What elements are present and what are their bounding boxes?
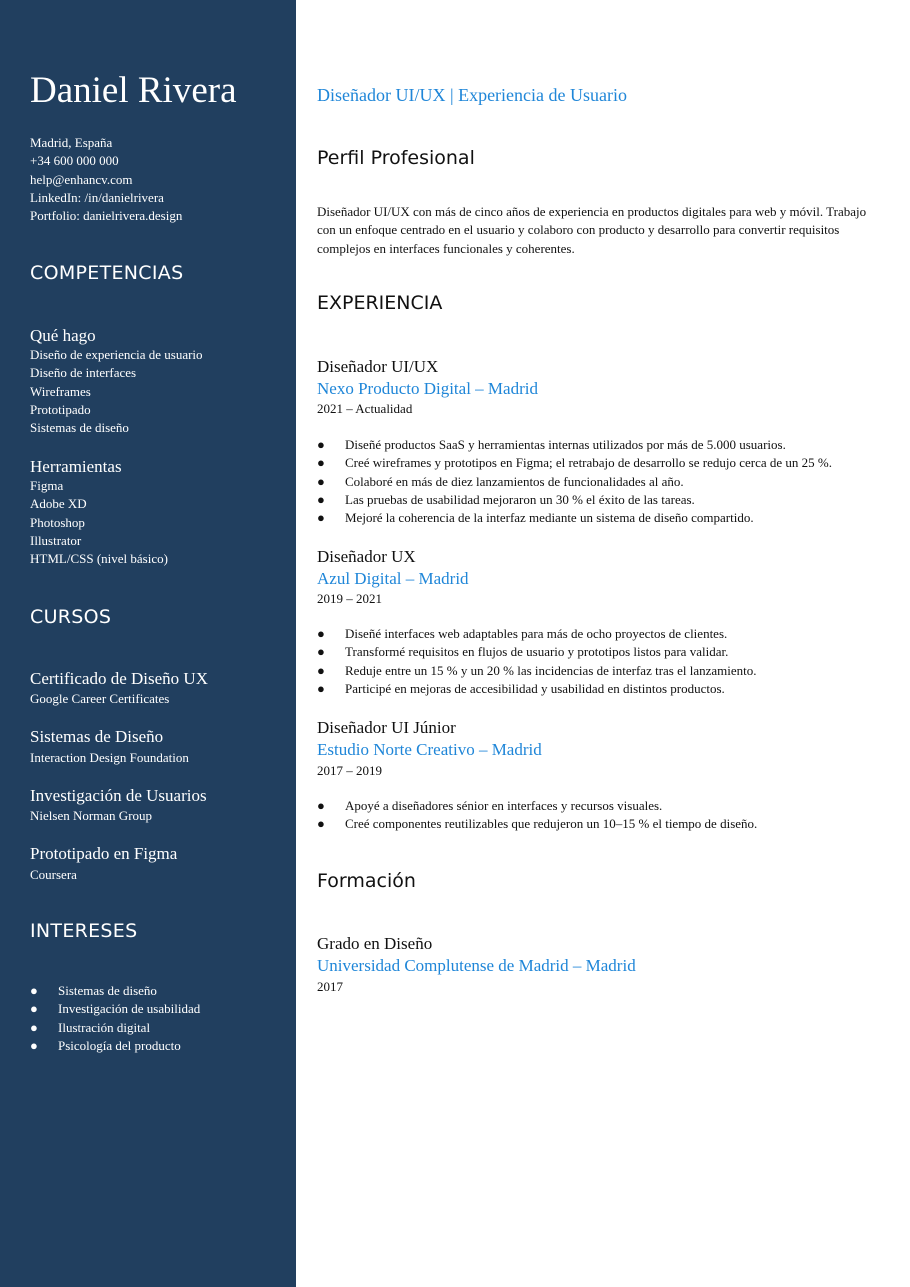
bullet-icon: ● bbox=[317, 473, 325, 489]
list-item: ● Transformé requisitos en flujos de usuario y prototipos listos para validar. bbox=[317, 643, 757, 661]
list-item: Wireframes bbox=[30, 383, 91, 399]
list-item: Photoshop bbox=[30, 514, 85, 530]
course-provider: Coursera bbox=[30, 867, 77, 882]
list-item: Adobe XD bbox=[30, 496, 87, 512]
que-hago-list bbox=[30, 346, 203, 437]
job-bullets bbox=[317, 625, 757, 698]
list-item: ● Diseñé interfaces web adaptables para más de ocho proyectos de clientes. bbox=[317, 625, 757, 643]
intereses-heading: INTERESES bbox=[30, 920, 138, 942]
headline: Diseñador UI/UX | Experiencia de Usuario bbox=[317, 85, 627, 105]
job-dates: 2021 – Actualidad bbox=[317, 401, 413, 416]
course-provider: Interaction Design Foundation bbox=[30, 750, 189, 765]
course-title: Sistemas de Diseño bbox=[30, 727, 164, 746]
bullet-icon: ● bbox=[317, 510, 325, 526]
list-item: ● Sistemas de diseño bbox=[30, 982, 200, 1000]
list-item: Sistemas de diseño bbox=[30, 420, 129, 436]
list-item: ● Diseñé productos SaaS y herramientas internas utilizados por más de 5.000 usuarios. bbox=[317, 436, 832, 454]
cursos-heading: CURSOS bbox=[30, 606, 112, 628]
job-company: Estudio Norte Creativo – Madrid bbox=[317, 740, 542, 759]
list-item: Illustrator bbox=[30, 532, 82, 548]
course-provider: Google Career Certificates bbox=[30, 691, 170, 706]
contact-phone: +34 600 000 000 bbox=[30, 153, 119, 169]
list-item: ● Creé wireframes y prototipos en Figma; el retrabajo de desarrollo se redujo cerca de un 25 %. bbox=[317, 454, 832, 472]
job-role: Diseñador UX bbox=[317, 547, 416, 566]
list-item: ● Colaboré en más de diez lanzamientos de funcionalidades al año. bbox=[317, 473, 832, 491]
perfil-text: Diseñador UI/UX con más de cinco años de experiencia en productos digitales para web y móvil. Trabajo con un enfoque centrado en el usuario y colaboro con producto y desarrollo para convertir requisitos complejos en interfaces funcionales y coherentes. bbox=[317, 204, 867, 256]
degree-school: Universidad Complutense de Madrid – Madrid bbox=[317, 956, 636, 975]
job-role: Diseñador UI Júnior bbox=[317, 718, 456, 737]
list-item: HTML/CSS (nivel básico) bbox=[30, 551, 168, 567]
bullet-icon: ● bbox=[317, 680, 325, 696]
bullet-icon: ● bbox=[30, 1037, 38, 1053]
course-title: Certificado de Diseño UX bbox=[30, 669, 208, 688]
job-bullets bbox=[317, 797, 757, 834]
intereses-list bbox=[30, 982, 200, 1055]
contact-email[interactable]: help@enhancv.com bbox=[30, 171, 133, 187]
bullet-icon: ● bbox=[317, 816, 325, 832]
competencias-heading: COMPETENCIAS bbox=[30, 262, 184, 284]
contact-linkedin[interactable]: LinkedIn: /in/danielrivera bbox=[30, 189, 164, 205]
perfil-heading: Perfil Profesional bbox=[317, 147, 475, 169]
contact-location: Madrid, España bbox=[30, 135, 113, 150]
herramientas-title: Herramientas bbox=[30, 457, 122, 476]
list-item: ● Investigación de usabilidad bbox=[30, 1000, 200, 1018]
job-bullets bbox=[317, 436, 832, 527]
list-item: ● Apoyé a diseñadores sénior en interfaces y recursos visuales. bbox=[317, 797, 757, 815]
degree-year: 2017 bbox=[317, 979, 343, 994]
list-item: ● Reduje entre un 15 % y un 20 % las incidencias de interfaz tras el lanzamiento. bbox=[317, 662, 757, 680]
list-item: ● Participé en mejoras de accesibilidad y usabilidad en distintos productos. bbox=[317, 680, 757, 698]
course-title: Prototipado en Figma bbox=[30, 844, 178, 863]
list-item: Diseño de interfaces bbox=[30, 365, 137, 381]
job-dates: 2019 – 2021 bbox=[317, 591, 382, 606]
degree-title: Grado en Diseño bbox=[317, 934, 433, 953]
bullet-icon: ● bbox=[317, 455, 325, 471]
job-company: Azul Digital – Madrid bbox=[317, 569, 469, 588]
contact-portfolio[interactable]: Portfolio: danielrivera.design bbox=[30, 208, 183, 224]
experiencia-heading: EXPERIENCIA bbox=[317, 292, 443, 314]
candidate-name: Daniel Rivera bbox=[30, 70, 237, 111]
list-item: ● Mejoré la coherencia de la interfaz mediante un sistema de diseño compartido. bbox=[317, 509, 832, 527]
herramientas-list bbox=[30, 477, 168, 568]
job-role: Diseñador UI/UX bbox=[317, 357, 439, 376]
bullet-icon: ● bbox=[317, 662, 325, 678]
bullet-icon: ● bbox=[317, 644, 325, 660]
bullet-icon: ● bbox=[30, 983, 38, 998]
course-title: Investigación de Usuarios bbox=[30, 786, 207, 805]
sidebar bbox=[0, 0, 296, 1287]
job-company: Nexo Producto Digital – Madrid bbox=[317, 379, 538, 398]
list-item: ● Creé componentes reutilizables que redujeron un 10–15 % el tiempo de diseño. bbox=[317, 815, 757, 833]
job-dates: 2017 – 2019 bbox=[317, 763, 382, 778]
bullet-icon: ● bbox=[30, 1001, 38, 1017]
bullet-icon: ● bbox=[317, 626, 325, 641]
course-provider: Nielsen Norman Group bbox=[30, 808, 153, 823]
contact-info bbox=[30, 134, 182, 225]
main-content bbox=[296, 0, 910, 1287]
bullet-icon: ● bbox=[317, 437, 325, 452]
bullet-icon: ● bbox=[317, 798, 325, 813]
formacion-heading: Formación bbox=[317, 870, 416, 892]
list-item: Prototipado bbox=[30, 401, 91, 417]
list-item: Diseño de experiencia de usuario bbox=[30, 347, 203, 362]
bullet-icon: ● bbox=[30, 1019, 38, 1035]
list-item: Figma bbox=[30, 478, 64, 493]
bullet-icon: ● bbox=[317, 491, 325, 507]
list-item: ● Las pruebas de usabilidad mejoraron un 30 % el éxito de las tareas. bbox=[317, 491, 832, 509]
list-item: ● Ilustración digital bbox=[30, 1019, 200, 1037]
list-item: ● Psicología del producto bbox=[30, 1037, 200, 1055]
que-hago-title: Qué hago bbox=[30, 326, 96, 345]
